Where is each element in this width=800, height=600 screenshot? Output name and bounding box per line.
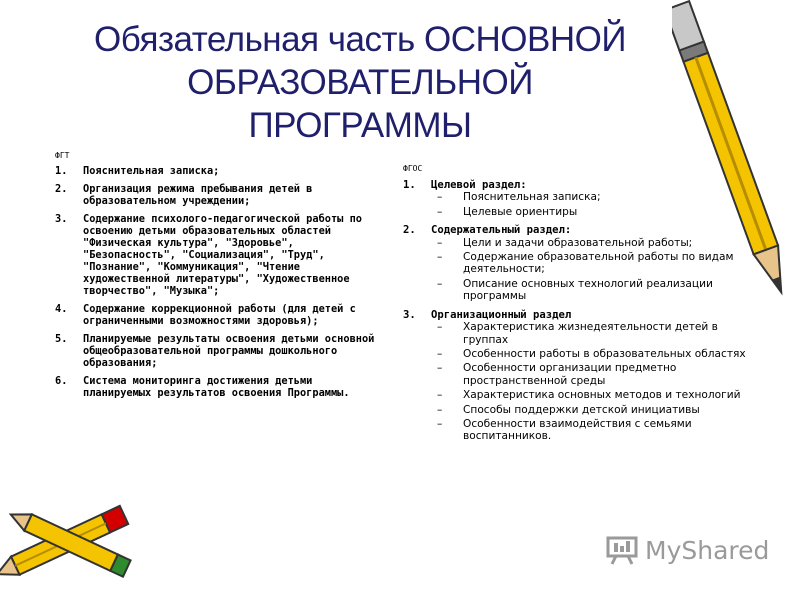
section-title: 3. Организационный раздел — [403, 308, 572, 321]
list-item: 2. Организация режима пребывания детей в образовательном учреждении; — [55, 183, 313, 207]
list-item: – Описание основных технологий реализации программы — [437, 277, 713, 303]
section-title: 2. Содержательный раздел: — [403, 224, 572, 236]
section-title: 1. Целевой раздел: — [403, 178, 527, 191]
title-line-2: ОБРАЗОВАТЕЛЬНОЙ — [187, 63, 533, 102]
fgt-column — [55, 150, 380, 405]
list-item: 6. Система мониторинга достижения детьми планируемых результатов освоения Программы. — [55, 375, 350, 399]
list-item: – Целевые ориентиры — [437, 205, 578, 218]
list-item: 4. Содержание коррекционной работы (для детей с ограниченными возможностями здоровья); — [55, 303, 356, 327]
title-line-3: ПРОГРАММЫ — [248, 106, 472, 145]
list-item: – Особенности работы в образовательных областях — [437, 348, 746, 361]
presentation-board-icon — [605, 535, 639, 565]
fgos-heading: ФГОС — [403, 164, 423, 173]
list-item: – Способы поддержки детской инициативы — [437, 403, 700, 416]
section-list — [403, 321, 763, 443]
list-item: – Особенности организации предметно пространственной среды — [437, 362, 677, 387]
list-item: – Пояснительная записка; — [437, 191, 601, 204]
watermark-text: MyShared — [645, 535, 770, 565]
list-item: – Содержание образовательной работы по видам деятельности; — [437, 251, 734, 276]
fgos-column — [403, 163, 763, 449]
fgt-heading: ФГТ — [55, 151, 70, 160]
list-item: 5. Планируемые результаты освоения детьми основной общеобразовательной программы дошкольного образования; — [55, 333, 375, 369]
list-item: – Цели и задачи образовательной работы; — [437, 236, 693, 249]
list-item: 1. Пояснительная записка; — [55, 165, 220, 177]
section-list — [403, 237, 763, 303]
fgt-list — [55, 165, 380, 399]
pencils-bottom-left-icon — [0, 480, 150, 595]
page-title — [60, 18, 660, 147]
watermark — [605, 535, 769, 565]
section-list — [403, 191, 763, 218]
list-item: – Характеристика жизнедеятельности детей в группах — [437, 321, 718, 346]
list-item: 3. Содержание психолого-педагогической работы по освоению детьми образовательных областей "Физическая культура", "Здоровье", "Безопасность", "Социализация", "Труд", "Познание", "Коммуникация", "Чтение художественной литературы", "Художественное творчество", "Музыка"; — [55, 213, 362, 297]
list-item: – Особенности взаимодействия с семьями воспитанников. — [437, 418, 692, 443]
title-line-1: Обязательная часть ОСНОВНОЙ — [94, 20, 626, 59]
list-item: – Характеристика основных методов и технологий — [437, 389, 741, 402]
